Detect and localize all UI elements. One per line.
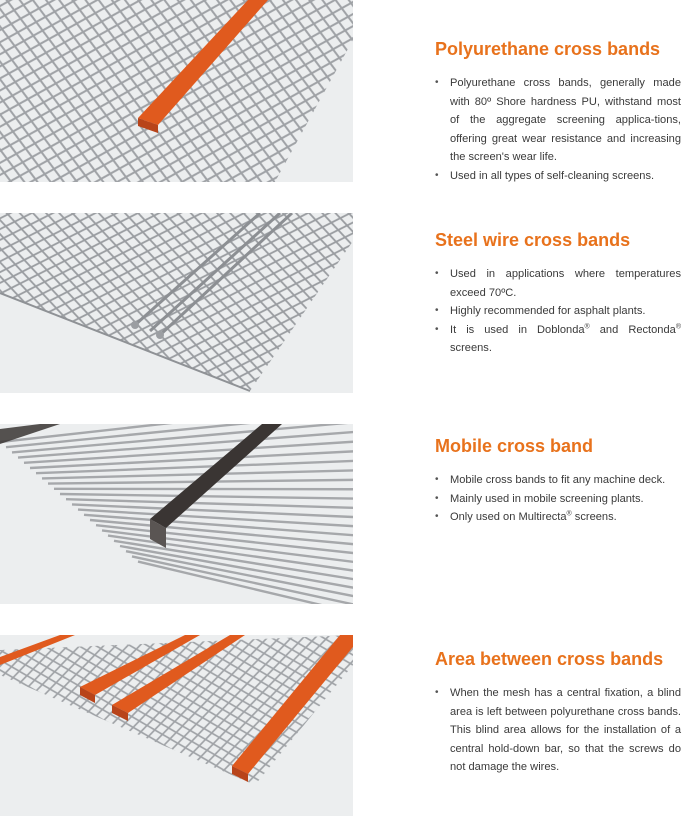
section-steel-wire: [435, 229, 681, 358]
section-title: Mobile cross band: [435, 436, 594, 456]
area-between-bands-image: [0, 635, 353, 816]
section-polyurethane: [435, 38, 681, 186]
wire-line: [12, 424, 353, 452]
list-item: • It is used in Doblonda® and Rectonda® screens.: [435, 321, 681, 358]
wire-line: [132, 556, 353, 604]
section-title: Steel wire cross bands: [435, 230, 631, 250]
wire-illustration: [0, 424, 353, 604]
bullet-list: [435, 74, 681, 186]
mobile-band-image: [0, 424, 353, 604]
steel-wire-band-image: [0, 213, 353, 393]
bullet-list: [435, 265, 681, 358]
bullet-list: [435, 684, 681, 777]
list-item: • Only used on Multirecta® screens.: [435, 508, 681, 527]
polyurethane-band-image: [0, 0, 353, 182]
section-mobile: [435, 435, 681, 527]
list-item: • Used in all types of self-cleaning screens.: [435, 167, 681, 186]
wire-line: [60, 494, 353, 499]
wire-line: [66, 499, 353, 509]
list-item: • Used in applications where temperatures exceed 70ºC.: [435, 265, 681, 302]
list-item: • Mainly used in mobile screening plants.: [435, 490, 681, 509]
mesh-illustration: [0, 0, 353, 182]
mesh-illustration: [0, 213, 353, 393]
section-title: Polyurethane cross bands: [435, 39, 661, 59]
section-title: Area between cross bands: [435, 649, 664, 669]
list-item: • Mobile cross bands to fit any machine deck.: [435, 471, 681, 490]
list-item: • When the mesh has a central fixation, a blind area is left between polyurethane cross bands. This blind area allows for the installation of a central hold-down bar, so that the screws do not damage the wires.: [435, 684, 681, 777]
list-item: • Polyurethane cross bands, generally made with 80º Shore hardness PU, withstand most of the aggregate screening applica-tions, offering great wear resistance and increasing the screen's wear life.: [435, 74, 681, 167]
section-area-between: [435, 648, 681, 777]
list-item: • Highly recommended for asphalt plants.: [435, 302, 681, 321]
mesh-illustration: [0, 635, 353, 816]
bullet-list: [435, 471, 681, 527]
